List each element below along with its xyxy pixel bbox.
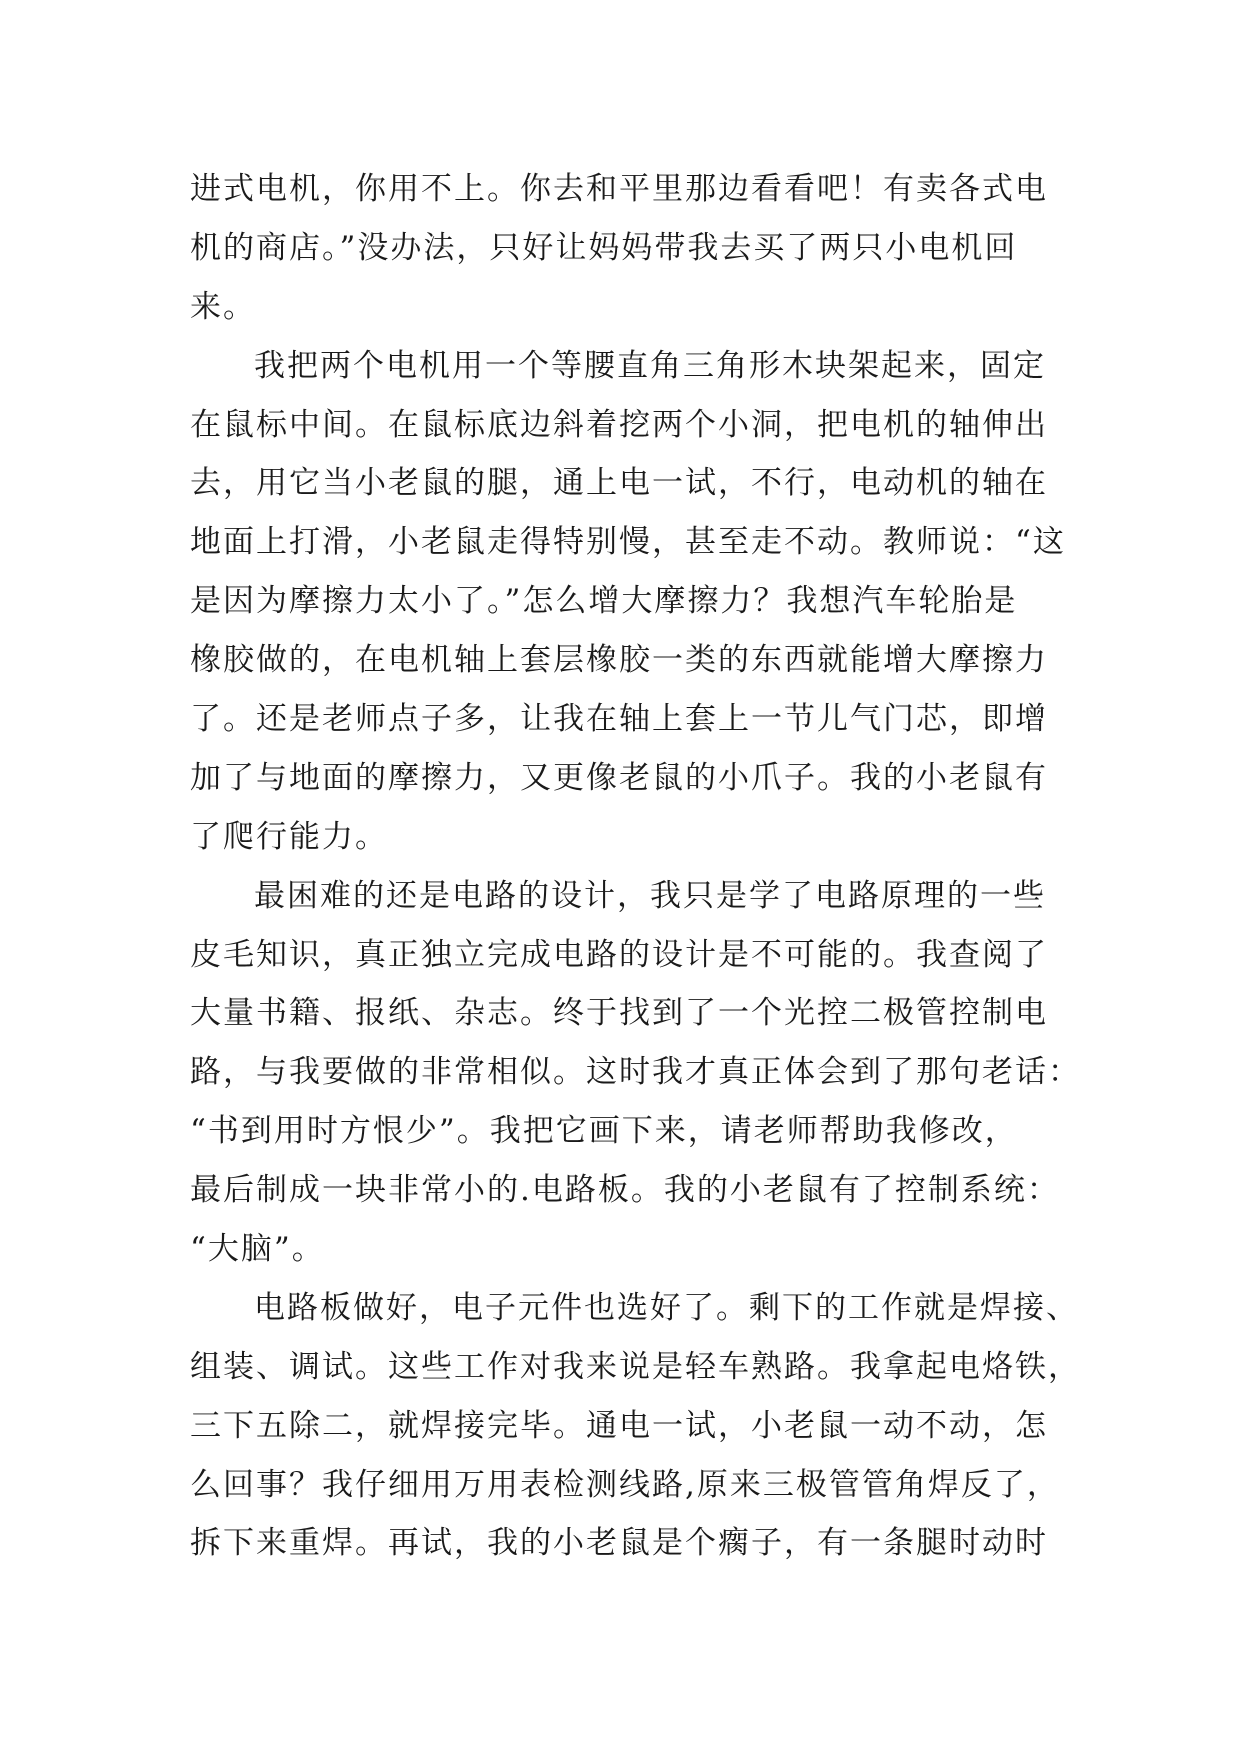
text-line: 在鼠标中间。在鼠标底边斜着挖两个小洞，把电机的轴伸出 <box>190 406 1048 443</box>
text-line: 去，用它当小老鼠的腿，通上电一试，不行，电动机的轴在 <box>190 465 1048 502</box>
text-line: 组装、调试。这些工作对我来说是轻车熟路。我拿起电烙铁， <box>190 1348 1081 1385</box>
text-line: 拆下来重焊。再试，我的小老鼠是个瘸子，有一条腿时动时 <box>190 1525 1048 1562</box>
text-line: 橡胶做的，在电机轴上套层橡胶一类的东西就能增大摩擦力 <box>190 642 1048 679</box>
paragraph-first-line: 电路板做好，电子元件也选好了。剩下的工作就是焊接、 <box>254 1289 1079 1326</box>
text-line: “书到用时方恨少”。我把它画下来，请老师帮助我修改， <box>190 1113 1018 1150</box>
text-line: 加了与地面的摩擦力，又更像老鼠的小爪子。我的小老鼠有 <box>190 759 1048 796</box>
text-line: 路，与我要做的非常相似。这时我才真正体会到了那句老话： <box>190 1054 1081 1091</box>
text-line: 机的商店。”没办法，只好让妈妈带我去买了两只小电机回 <box>190 229 1018 266</box>
text-line: 么回事？我仔细用万用表检测线路,原来三极管管角焊反了， <box>190 1466 1060 1503</box>
text-line: “大脑”。 <box>190 1231 325 1268</box>
paragraph-first-line: 我把两个电机用一个等腰直角三角形木块架起来，固定 <box>254 347 1046 384</box>
document-body <box>190 160 1090 1573</box>
text-line: 大量书籍、报纸、杂志。终于找到了一个光控二极管控制电 <box>190 995 1048 1032</box>
text-line: 了。还是老师点子多，让我在轴上套上一节儿气门芯，即增 <box>190 701 1048 738</box>
paragraph-first-line: 最困难的还是电路的设计，我只是学了电路原理的一些 <box>254 877 1046 914</box>
text-line: 进式电机，你用不上。你去和平里那边看看吧！有卖各式电 <box>190 171 1048 207</box>
text-line: 了爬行能力。 <box>190 818 388 855</box>
text-line: 来。 <box>190 288 256 325</box>
text-line: 最后制成一块非常小的.电路板。我的小老鼠有了控制系统： <box>190 1172 1060 1209</box>
text-line: 三下五除二，就焊接完毕。通电一试，小老鼠一动不动，怎 <box>190 1407 1048 1444</box>
text-line: 地面上打滑，小老鼠走得特别慢，甚至走不动。教师说：“这 <box>190 524 1066 561</box>
text-line: 皮毛知识，真正独立完成电路的设计是不可能的。我查阅了 <box>190 936 1048 973</box>
text-line: 是因为摩擦力太小了。”怎么增大摩擦力？我想汽车轮胎是 <box>190 583 1018 620</box>
